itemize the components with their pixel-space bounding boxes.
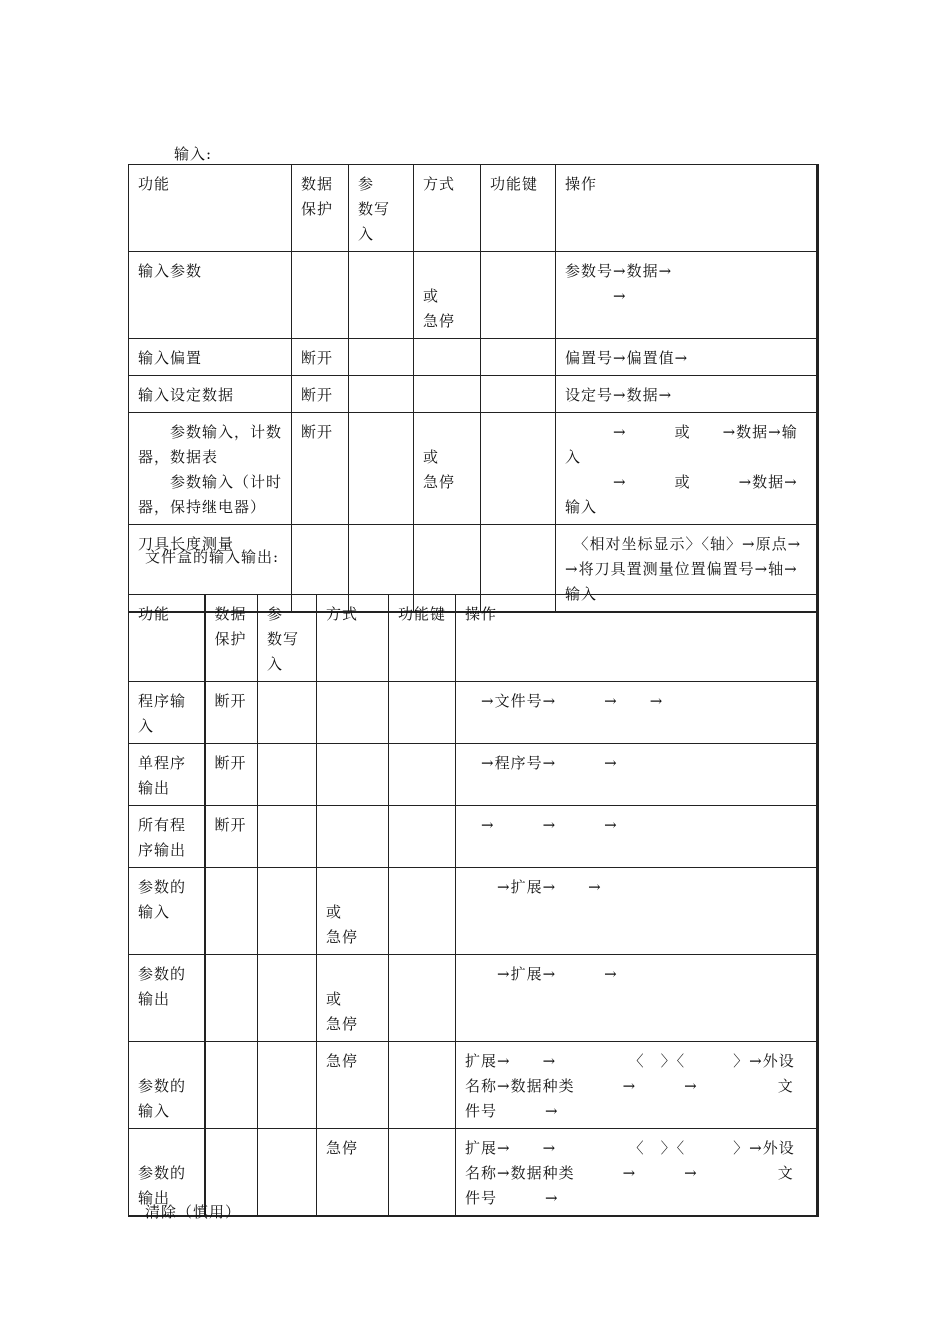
cell-param-write bbox=[258, 955, 317, 1042]
cell-function: 程序输入 bbox=[129, 682, 205, 744]
cell-data-protect: 断开 bbox=[292, 376, 349, 413]
cell-data-protect bbox=[205, 955, 258, 1042]
cell-function: 参数的输出 bbox=[129, 1129, 205, 1217]
cell-data-protect: 断开 bbox=[292, 413, 349, 525]
cell-function: 所有程序输出 bbox=[129, 806, 205, 868]
header-param-write: 参 数写 入 bbox=[349, 165, 414, 252]
cell-function-key bbox=[481, 376, 556, 413]
section-title-file-io: 文件盒的输入输出: bbox=[145, 548, 280, 566]
cell-function: 单程序输出 bbox=[129, 744, 205, 806]
cell-operation: 扩展→ → 〈 〉〈 〉→外设名称→数据种类 → → 文件号 → bbox=[456, 1042, 818, 1129]
cell-mode: 或 急停 bbox=[317, 868, 389, 955]
cell-data-protect bbox=[205, 1042, 258, 1129]
table-row bbox=[129, 682, 818, 744]
table-row bbox=[129, 413, 818, 525]
cell-operation: →程序号→ → bbox=[456, 744, 818, 806]
header-function: 功能 bbox=[129, 595, 205, 682]
cell-param-write bbox=[349, 339, 414, 376]
cell-operation: →扩展→ → bbox=[456, 868, 818, 955]
table-row bbox=[129, 955, 818, 1042]
cell-mode bbox=[317, 806, 389, 868]
cell-function: 刀具长度测量 bbox=[129, 525, 292, 613]
table-row bbox=[129, 744, 818, 806]
header-operation: 操作 bbox=[556, 165, 818, 252]
cell-param-write bbox=[349, 376, 414, 413]
table-header-row bbox=[129, 595, 818, 682]
header-function-key: 功能键 bbox=[389, 595, 456, 682]
cell-param-write bbox=[258, 682, 317, 744]
cell-data-protect: 断开 bbox=[205, 744, 258, 806]
table-row bbox=[129, 339, 818, 376]
cell-param-write bbox=[258, 744, 317, 806]
cell-param-write bbox=[258, 1042, 317, 1129]
cell-data-protect: 断开 bbox=[292, 339, 349, 376]
cell-param-write bbox=[258, 1129, 317, 1217]
header-function-key: 功能键 bbox=[481, 165, 556, 252]
cell-function-key bbox=[389, 955, 456, 1042]
cell-function: 输入设定数据 bbox=[129, 376, 292, 413]
cell-mode: 或 急停 bbox=[317, 955, 389, 1042]
table-row bbox=[129, 1042, 818, 1129]
cell-function-key bbox=[481, 252, 556, 339]
cell-function-key bbox=[389, 806, 456, 868]
cell-mode: 或 急停 bbox=[414, 252, 481, 339]
cell-mode bbox=[414, 376, 481, 413]
cell-param-write bbox=[349, 252, 414, 339]
cell-mode bbox=[317, 682, 389, 744]
header-param-write: 参 数写 入 bbox=[258, 595, 317, 682]
cell-operation: 扩展→ → 〈 〉〈 〉→外设名称→数据种类 → → 文件号 → bbox=[456, 1129, 818, 1217]
cell-operation: 设定号→数据→ bbox=[556, 376, 818, 413]
cell-operation: 〈相对坐标显示〉〈轴〉→原点→ →将刀具置测量位置偏置号→轴→ 输入 bbox=[556, 525, 818, 613]
cell-function-key bbox=[389, 744, 456, 806]
cell-function-key bbox=[389, 868, 456, 955]
cell-mode bbox=[317, 744, 389, 806]
header-data-protect: 数据保护 bbox=[292, 165, 349, 252]
table-row bbox=[129, 868, 818, 955]
cell-param-write bbox=[349, 413, 414, 525]
cell-function: 参数输入，计数器，数据表 参数输入（计时器，保持继电器） bbox=[129, 413, 292, 525]
cell-function-key bbox=[389, 1129, 456, 1217]
header-mode: 方式 bbox=[317, 595, 389, 682]
table-row bbox=[129, 806, 818, 868]
cell-function: 参数的输出 bbox=[129, 955, 205, 1042]
cell-operation: → 或 →数据→输入 → 或 →数据→输入 bbox=[556, 413, 818, 525]
section-title-input: 输入: bbox=[174, 145, 213, 163]
header-function: 功能 bbox=[129, 165, 292, 252]
cell-mode: 或 急停 bbox=[414, 413, 481, 525]
cell-function-key bbox=[481, 339, 556, 376]
cell-operation: →文件号→ → → bbox=[456, 682, 818, 744]
cell-function: 参数的输入 bbox=[129, 1042, 205, 1129]
section-title-clear: 清除（慎用） bbox=[145, 1203, 242, 1221]
cell-operation: 参数号→数据→ → bbox=[556, 252, 818, 339]
table-header-row bbox=[129, 165, 818, 252]
cell-mode: 急停 bbox=[317, 1042, 389, 1129]
file-io-table bbox=[128, 594, 819, 1217]
cell-data-protect bbox=[205, 868, 258, 955]
header-data-protect: 数据保护 bbox=[205, 595, 258, 682]
cell-data-protect bbox=[292, 252, 349, 339]
cell-data-protect: 断开 bbox=[205, 806, 258, 868]
cell-function: 输入偏置 bbox=[129, 339, 292, 376]
cell-mode bbox=[414, 339, 481, 376]
cell-operation: →扩展→ → bbox=[456, 955, 818, 1042]
cell-operation: 偏置号→偏置值→ bbox=[556, 339, 818, 376]
cell-mode: 急停 bbox=[317, 1129, 389, 1217]
cell-function: 输入参数 bbox=[129, 252, 292, 339]
cell-param-write bbox=[258, 868, 317, 955]
cell-function-key bbox=[389, 682, 456, 744]
cell-function-key bbox=[481, 413, 556, 525]
header-mode: 方式 bbox=[414, 165, 481, 252]
cell-operation: → → → bbox=[456, 806, 818, 868]
cell-function: 参数的输入 bbox=[129, 868, 205, 955]
cell-function-key bbox=[389, 1042, 456, 1129]
header-operation: 操作 bbox=[456, 595, 818, 682]
cell-data-protect: 断开 bbox=[205, 682, 258, 744]
table-row bbox=[129, 252, 818, 339]
cell-param-write bbox=[258, 806, 317, 868]
table-row bbox=[129, 376, 818, 413]
